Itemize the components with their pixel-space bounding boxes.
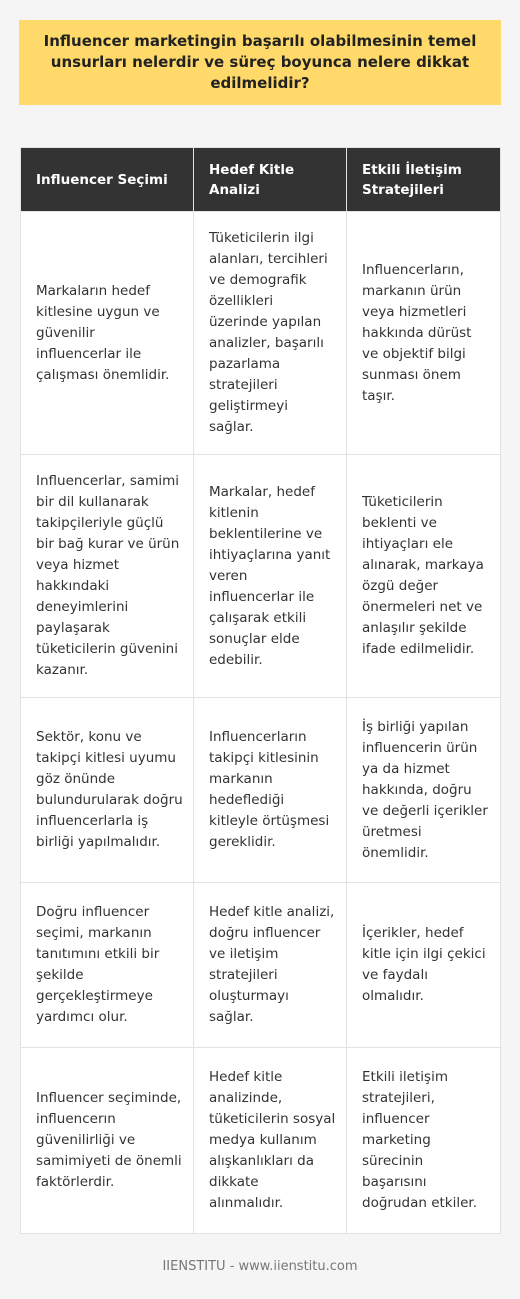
comparison-table — [20, 147, 501, 1234]
table-cell: Etkili iletişim stratejileri, influencer marketing sürecinin başarısını doğrudan etkiler. — [347, 1048, 501, 1234]
table-cell: Tüketicilerin ilgi alanları, tercihleri ve demografik özellikleri üzerinde yapılan analizler, başarılı pazarlama stratejileri geliştirmeyi sağlar. — [194, 212, 347, 455]
table-cell: Doğru influencer seçimi, markanın tanıtımını etkili bir şekilde gerçekleştirmeye yardımcı olur. — [21, 883, 194, 1048]
table-row — [21, 212, 501, 455]
table-cell: Influencerlar, samimi bir dil kullanarak takipçileriyle güçlü bir bağ kurar ve ürün veya hizmet hakkındaki deneyimlerini paylaşarak tüketicilerin güvenini kazanır. — [21, 455, 194, 698]
table-row — [21, 1048, 501, 1234]
title-banner: Influencer marketingin başarılı olabilmesinin temel unsurları nelerdir ve süreç boyunca nelere dikkat edilmelidir? — [19, 20, 501, 105]
table-row — [21, 455, 501, 698]
table-row — [21, 698, 501, 883]
table-cell: Hedef kitle analizinde, tüketicilerin sosyal medya kullanım alışkanlıkları da dikkate alınmalıdır. — [194, 1048, 347, 1234]
table-cell: Sektör, konu ve takipçi kitlesi uyumu göz önünde bulundurularak doğru influencerlarla iş birliği yapılmalıdır. — [21, 698, 194, 883]
table-cell: Influencer seçiminde, influencerın güvenilirliği ve samimiyeti de önemli faktörlerdir. — [21, 1048, 194, 1234]
table-cell: İçerikler, hedef kitle için ilgi çekici ve faydalı olmalıdır. — [347, 883, 501, 1048]
header-influencer-secimi: Influencer Seçimi — [21, 148, 194, 212]
table-cell: Markaların hedef kitlesine uygun ve güvenilir influencerlar ile çalışması önemlidir. — [21, 212, 194, 455]
header-hedef-kitle-analizi: Hedef Kitle Analizi — [194, 148, 347, 212]
table-cell: Influencerların, markanın ürün veya hizmetleri hakkında dürüst ve objektif bilgi sunması önem taşır. — [347, 212, 501, 455]
header-etkili-iletisim: Etkili İletişim Stratejileri — [347, 148, 501, 212]
table-header-row — [21, 148, 501, 212]
table-cell: Markalar, hedef kitlenin beklentilerine ve ihtiyaçlarına yanıt veren influencerlar ile çalışarak etkili sonuçlar elde edebilir. — [194, 455, 347, 698]
table-cell: Tüketicilerin beklenti ve ihtiyaçları ele alınarak, markaya özgü değer önermeleri net ve anlaşılır şekilde ifade edilmelidir. — [347, 455, 501, 698]
footer-credit: IIENSTITU - www.iienstitu.com — [162, 1259, 358, 1274]
table-cell: İş birliği yapılan influencerin ürün ya da hizmet hakkında, doğru ve değerli içerikler üretmesi önemlidir. — [347, 698, 501, 883]
table-row — [21, 883, 501, 1048]
table-cell: Hedef kitle analizi, doğru influencer ve iletişim stratejileri oluşturmayı sağlar. — [194, 883, 347, 1048]
table-cell: Influencerların takipçi kitlesinin markanın hedeflediği kitleyle örtüşmesi gereklidir. — [194, 698, 347, 883]
